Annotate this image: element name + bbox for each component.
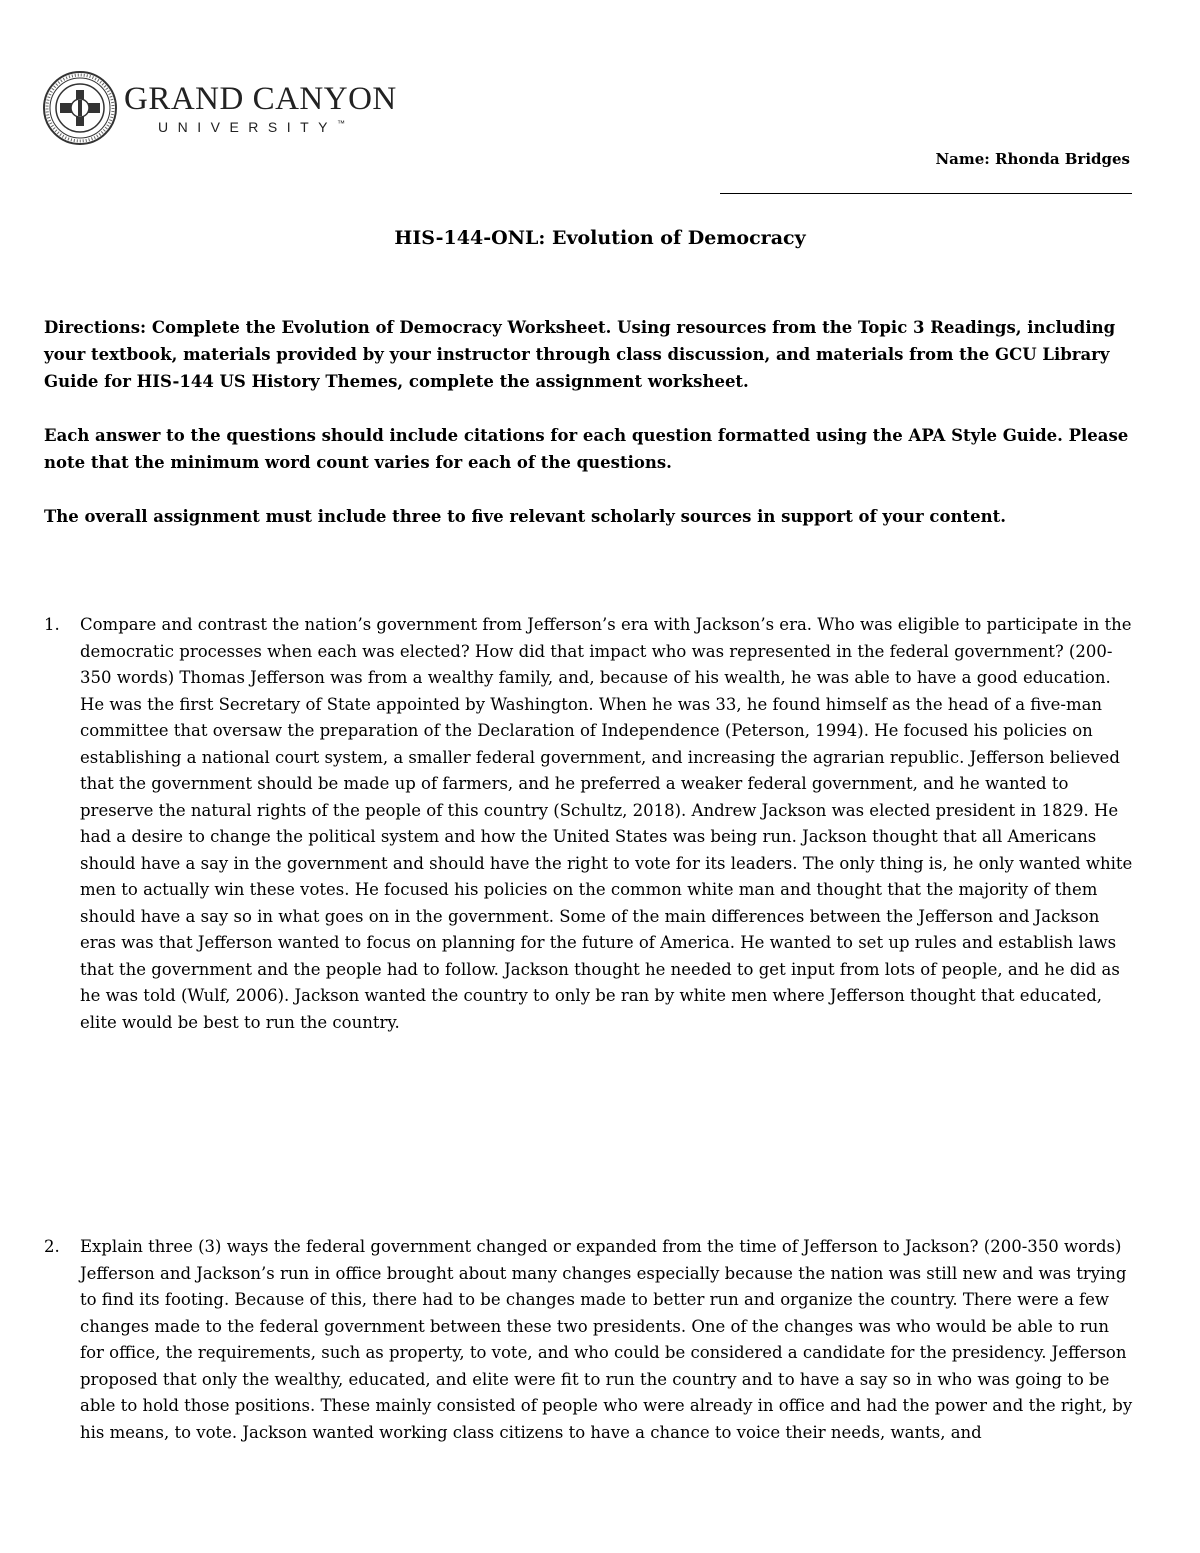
student-name: Name: Rhonda Bridges — [935, 150, 1130, 168]
question-1 — [44, 612, 1134, 1036]
logo-subtitle: UNIVERSITY™ — [158, 119, 346, 135]
question-number: 1. — [44, 615, 60, 634]
gcu-seal-icon — [42, 70, 118, 146]
university-logo — [42, 70, 397, 146]
directions-block — [44, 314, 1134, 557]
question-answer-text: Compare and contrast the nation’s government from Jefferson’s era with Jackson’s era. Who was eligible to participate in the democratic processes when each was elected? How did that impact who was represented in the federal government? (200-350 words) Thomas Jefferson was from a wealthy family, and, because of his wealth, he was able to have a good education. He was the first Secretary of State appointed by Washington. When he was 33, he found himself as the head of a five-man committee that oversaw the preparation of the Declaration of Independence (Peterson, 1994). He focused his policies on establishing a national court system, a smaller federal government, and increasing the agrarian republic. Jefferson believed that the government should be made up of farmers, and he preferred a weaker federal government, and he wanted to preserve the natural rights of the people of this country (Schultz, 2018). Andrew Jackson was elected president in 1829. He had a desire to change the political system and how the United States was being run. Jackson thought that all Americans should have a say in the government and should have the right to vote for its leaders. The only thing is, he only wanted white men to actually win these votes. He focused his policies on the common white man and thought that the majority of them should have a say so in what goes on in the government. Some of the main differences between the Jefferson and Jackson eras was that Jefferson wanted to focus on planning for the future of America. He wanted to set up rules and establish laws that the government and the people had to follow. Jackson thought he needed to get input from lots of people, and he did as he was told (Wulf, 2006). Jackson wanted the country to only be ran by white men where Jefferson thought that educated, elite would be best to run the country. — [80, 615, 1133, 1032]
directions-paragraph: Directions: Complete the Evolution of Democracy Worksheet. Using resources from the Topic 3 Readings, including your textbook, materials provided by your instructor through class discussion, and materials from the GCU Library Guide for HIS-144 US History Themes, complete the assignment worksheet. — [44, 318, 1116, 391]
question-number: 2. — [44, 1237, 60, 1256]
citation-paragraph: Each answer to the questions should include citations for each question formatted using the APA Style Guide. Please note that the minimum word count varies for each of the questions. — [44, 426, 1129, 472]
question-2 — [44, 1234, 1134, 1446]
trademark-mark: ™ — [337, 119, 346, 128]
name-underline — [720, 193, 1132, 194]
sources-paragraph: The overall assignment must include three to five relevant scholarly sources in support of your content. — [44, 507, 1006, 526]
question-answer-text: Explain three (3) ways the federal government changed or expanded from the time of Jefferson to Jackson? (200-350 words) Jefferson and Jackson’s run in office brought about many changes especially because the nation was still new and was trying to find its footing. Because of this, there had to be changes made to better run and organize the country. There were a few changes made to the federal government between these two presidents. One of the changes was who would be able to run for office, the requirements, such as property, to vote, and who could be considered a candidate for the presidency. Jefferson proposed that only the wealthy, educated, and elite were fit to run the country and to have a say so in who was going to be able to hold those positions. These mainly consisted of people who were already in office and had the power and the right, by his means, to vote. Jackson wanted working class citizens to have a chance to voice their needs, wants, and — [80, 1237, 1133, 1442]
logo-wordmark: GRAND CANYON — [124, 81, 397, 117]
page-title: HIS-144-ONL: Evolution of Democracy — [394, 227, 806, 249]
